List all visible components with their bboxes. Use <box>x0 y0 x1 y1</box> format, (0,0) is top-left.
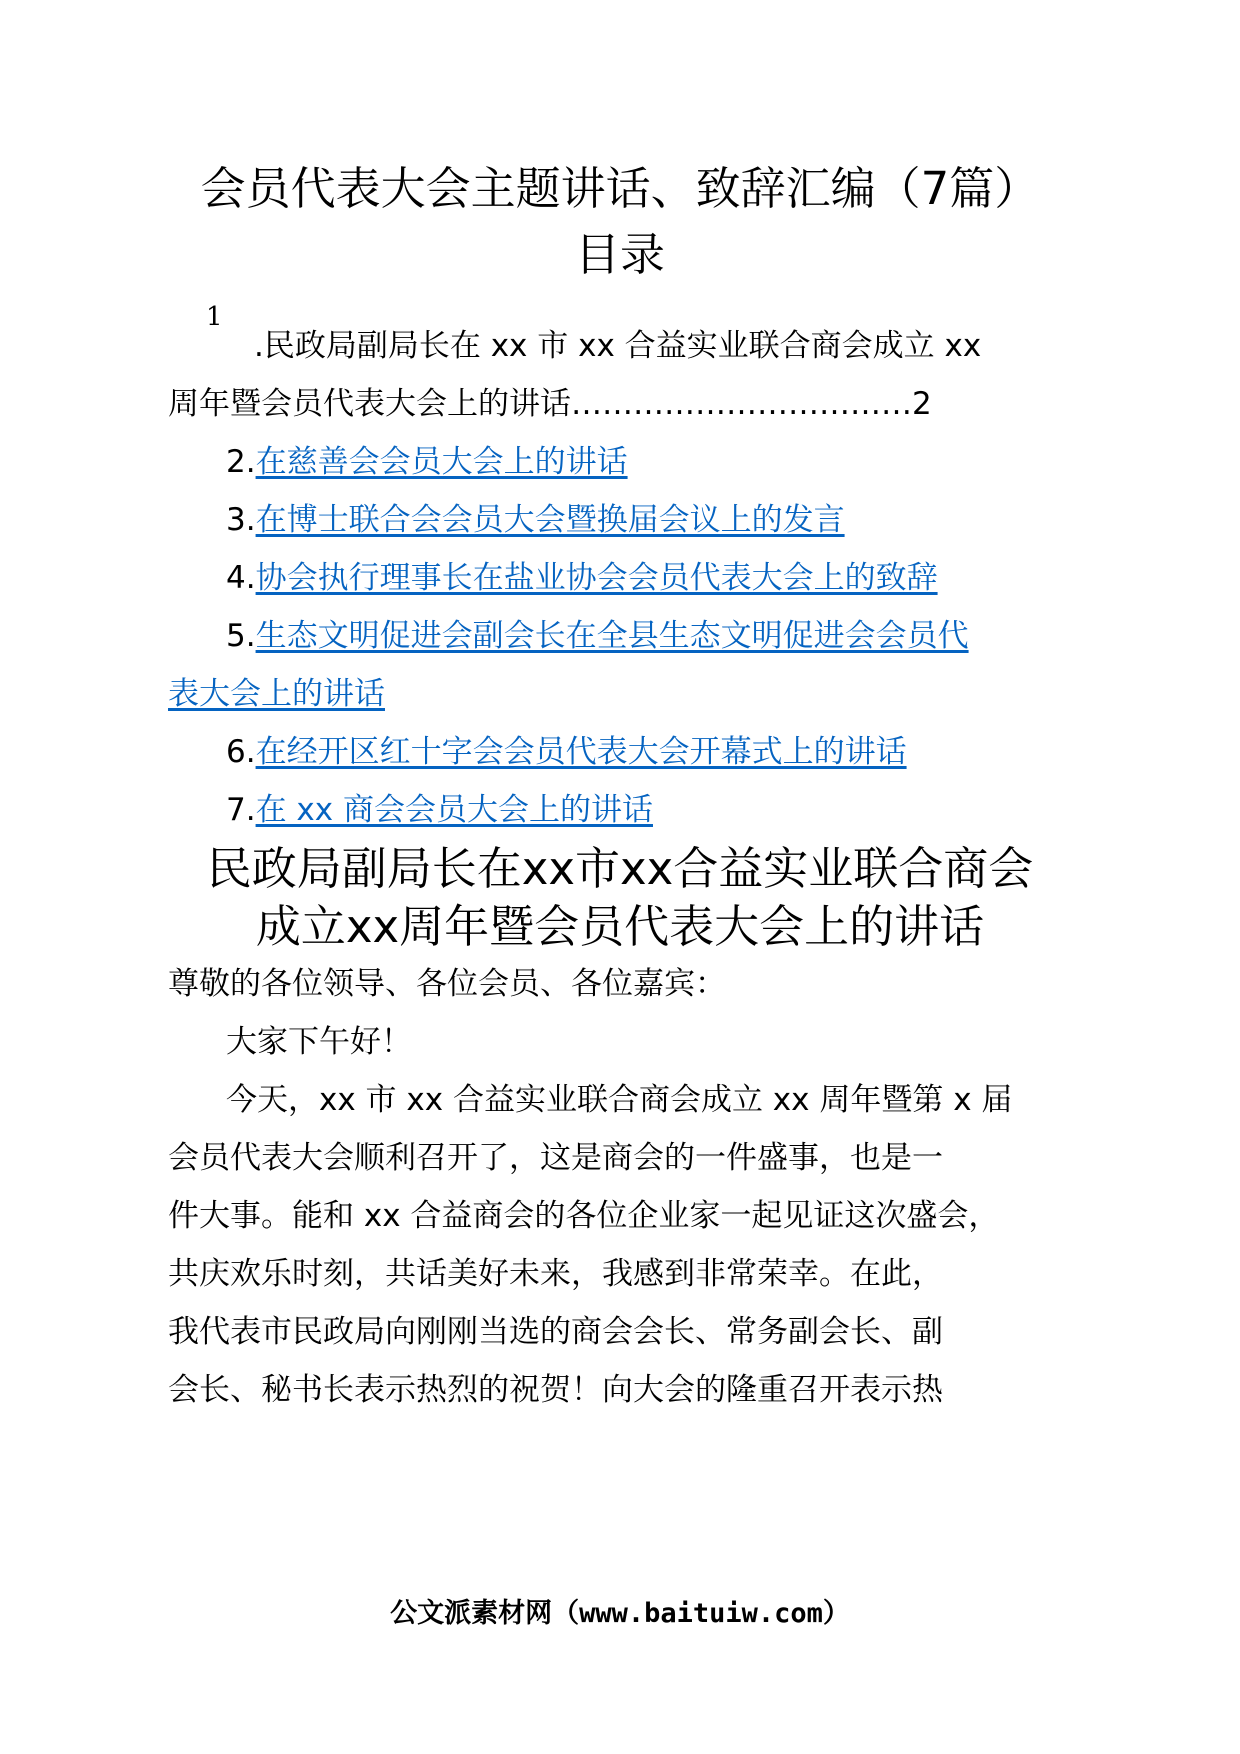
toc-item-link[interactable]: 生态文明促进会副会长在全县生态文明促进会会员代 <box>255 618 969 654</box>
toc-item-3[interactable] <box>226 500 845 540</box>
toc-item-number: 4. <box>226 560 256 596</box>
toc-item-5[interactable] <box>226 616 969 656</box>
document-title: 会员代表大会主题讲话、致辞汇编（7篇） <box>200 162 1040 215</box>
paragraph-line: 件大事。能和 xx 合益商会的各位企业家一起见证这次盛会， <box>168 1198 1000 1234</box>
paragraph-line: 会员代表大会顺利召开了，这是商会的一件盛事，也是一 <box>168 1140 943 1176</box>
toc-item-link[interactable]: 在博士联合会会员大会暨换届会议上的发言 <box>255 502 845 538</box>
toc-item-link[interactable]: 在慈善会会员大会上的讲话 <box>255 444 628 480</box>
toc-item-link[interactable]: 在经开区红十字会会员代表大会开幕式上的讲话 <box>255 734 907 770</box>
toc-item-5-continued[interactable] <box>168 674 385 714</box>
toc-item-number: 6. <box>226 734 256 770</box>
salutation: 尊敬的各位领导、各位会员、各位嘉宾： <box>168 966 726 1002</box>
toc-item-4[interactable] <box>226 558 938 598</box>
toc-item-number: 5. <box>226 618 256 654</box>
toc-item-link[interactable]: 表大会上的讲话 <box>168 676 385 712</box>
greeting: 大家下午好！ <box>226 1024 412 1060</box>
paragraph-line: 共庆欢乐时刻，共话美好未来，我感到非常荣幸。在此， <box>168 1256 943 1292</box>
toc-item-1-line-2[interactable]: 周年暨会员代表大会上的讲话……………………………2 <box>168 386 932 422</box>
footer-watermark: 公文派素材网（www.baituiw.com） <box>390 1598 850 1629</box>
page-number-marker: 1 <box>206 302 223 332</box>
toc-item-number: 2. <box>226 444 256 480</box>
toc-item-link[interactable]: 协会执行理事长在盐业协会会员代表大会上的致辞 <box>255 560 938 596</box>
toc-item-2[interactable] <box>226 442 628 482</box>
section-title-line-1: 民政局副局长在xx市xx合益实业联合商会 <box>206 842 1034 895</box>
paragraph-line: 会长、秘书长表示热烈的祝贺！向大会的隆重召开表示热 <box>168 1372 943 1408</box>
section-title-line-2: 成立xx周年暨会员代表大会上的讲话 <box>255 900 985 953</box>
paragraph-line: 今天，xx 市 xx 合益实业联合商会成立 xx 周年暨第 x 届 <box>226 1082 1013 1118</box>
toc-item-number: 3. <box>226 502 256 538</box>
toc-item-link[interactable]: 在 xx 商会会员大会上的讲话 <box>255 792 653 828</box>
paragraph-line: 我代表市民政局向刚刚当选的商会会长、常务副会长、副 <box>168 1314 943 1350</box>
toc-item-6[interactable] <box>226 732 907 772</box>
toc-heading: 目录 <box>574 228 665 281</box>
toc-item-number: 7. <box>226 792 256 828</box>
toc-item-1-line-1[interactable]: .民政局副局长在 xx 市 xx 合益实业联合商会成立 xx <box>254 328 982 364</box>
toc-item-7[interactable] <box>226 790 653 830</box>
